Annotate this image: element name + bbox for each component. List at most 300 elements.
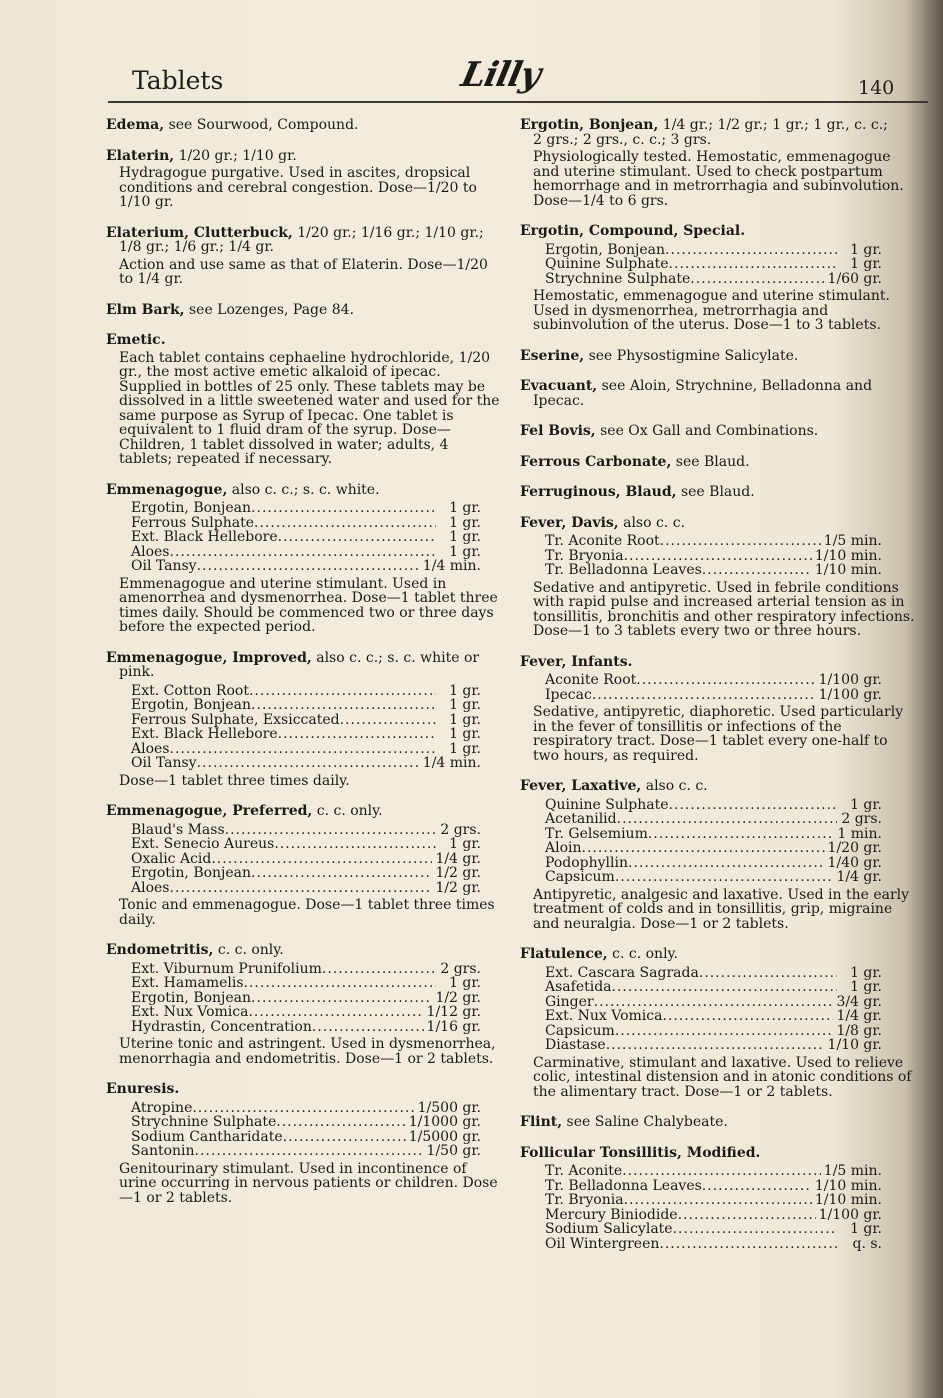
catalog-entry <box>106 303 506 318</box>
ingredient-name: Oxalic Acid <box>131 850 212 867</box>
entry-term: Elm Bark, <box>106 301 185 318</box>
ingredient-amount: 1/4 min. <box>422 755 481 771</box>
entry-variants-cont: 1/8 gr.; 1/6 gr.; 1/4 gr. <box>119 239 274 255</box>
entry-term: Enuresis. <box>106 1081 180 1097</box>
ingredient-list <box>520 534 915 578</box>
ingredient-list <box>520 798 915 885</box>
ingredient-row <box>106 1101 481 1116</box>
ingredient-name: Aloin <box>545 840 582 856</box>
ingredient-name: Oil Wintergreen <box>545 1235 660 1252</box>
entry-description: Sedative, antipyretic, diaphoretic. Used particularly in the fever of tonsillitis or infections of the respiratory tract. Dose—1 tablet every one-half to two hours, as required. <box>533 704 904 764</box>
ingredient-name: Ext. Cotton Root <box>131 682 249 699</box>
ingredient-row <box>106 823 481 838</box>
leader-dots <box>251 698 436 713</box>
leader-dots <box>636 673 815 688</box>
lilly-logo: Lilly <box>457 55 544 95</box>
ingredient-name: Ext. Nux Vomica <box>545 1008 663 1024</box>
entry-term: Elaterin, <box>106 147 175 164</box>
ingredient-amount: 1 gr. <box>449 682 481 699</box>
leader-dots <box>278 530 436 545</box>
entry-term: Ferrous Carbonate, <box>520 453 672 470</box>
ingredient-row <box>106 530 481 545</box>
ingredient-row <box>106 1020 481 1035</box>
ingredient-row <box>106 516 481 531</box>
entry-heading <box>106 943 506 958</box>
ingredient-name: Ergotin, Bonjean <box>131 989 252 1006</box>
catalog-entry <box>520 485 915 500</box>
ingredient-row <box>520 1009 882 1024</box>
ingredient-name: Ergotin, Bonjean <box>545 241 666 258</box>
ingredient-name: Blaud's Mass <box>131 821 225 838</box>
ingredient-row <box>520 688 882 703</box>
entry-term: Elaterium, Clutterbuck, <box>106 224 293 241</box>
leader-dots <box>248 1005 423 1020</box>
entry-description: Each tablet contains cephaeline hydrochloride, 1/20 gr., the most active emetic alkaloid of ipecac. Supplied in bottles of 25 only. These tablets may be dissolved in a little sweetened water and used for the same purpose as Syrup of Ipecac. One tablet is equivalent to 1 fluid dram of the syrup. Dose—Children, 1 tablet dissolved in water; adults, 4 tablets; repeated if necessary. <box>119 349 500 467</box>
entry-heading <box>106 118 506 133</box>
ingredient-amount: 1 gr. <box>850 964 882 981</box>
catalog-entry <box>520 379 915 408</box>
leader-dots <box>251 501 436 516</box>
entry-term: Fel Bovis, <box>520 423 596 439</box>
catalog-entry <box>520 455 915 470</box>
entry-term: Fever, Davis, <box>520 514 619 531</box>
ingredient-name: Ext. Hamamelis <box>131 975 244 991</box>
entry-heading <box>106 483 506 498</box>
entry-heading <box>520 655 915 670</box>
ingredient-name: Capsicum <box>545 869 615 885</box>
catalog-entry <box>520 118 915 208</box>
entry-description: Emmenagogue and uterine stimulant. Used in amenorrhea and dysmenorrhea. Dose—1 tablet three times daily. Should be commenced two or three days before the expected period. <box>119 575 498 635</box>
ingredient-name: Ergotin, Bonjean <box>131 500 252 516</box>
ingredient-amount: 1/12 gr. <box>426 1004 481 1020</box>
catalog-entry <box>520 224 915 333</box>
ingredient-amount: 1/10 min. <box>814 562 882 578</box>
entry-variants: 1/20 gr.; 1/16 gr.; 1/10 gr.; <box>292 224 484 241</box>
entry-heading <box>520 349 915 364</box>
ingredient-amount: 2 grs. <box>440 960 481 977</box>
ingredient-name: Quinine Sulphate <box>545 796 669 813</box>
leader-dots <box>274 837 436 852</box>
ingredient-row <box>520 841 882 856</box>
leader-dots <box>665 243 837 258</box>
ingredient-amount: 1/100 gr. <box>818 686 882 703</box>
ingredient-row <box>106 837 481 852</box>
catalog-entry <box>106 226 506 287</box>
catalog-entry <box>106 804 506 927</box>
entry-term: Ergotin, Bonjean, <box>520 117 659 133</box>
ingredient-row <box>106 1130 481 1145</box>
ingredient-amount: 1 gr. <box>850 256 882 272</box>
ingredient-name: Tr. Bryonia <box>545 547 624 564</box>
leader-dots <box>678 1208 816 1223</box>
entry-heading <box>520 947 915 962</box>
right-column <box>520 118 915 1267</box>
entry-description: Uterine tonic and astringent. Used in dysmenorrhea, menorrhagia and endometritis. Dose—1 or 2 tablets. <box>119 1036 496 1067</box>
entry-variants: c. c. only. <box>312 803 383 819</box>
entry-heading <box>520 1146 915 1161</box>
ingredient-row <box>106 684 481 699</box>
ingredient-amount: 1/10 min. <box>814 547 882 564</box>
ingredient-amount: 1 gr. <box>850 241 882 258</box>
ingredient-name: Aloes <box>131 879 170 896</box>
ingredient-row <box>520 1024 882 1039</box>
catalog-entry <box>520 424 915 439</box>
entry-variants: also c. c.; s. c. white or <box>311 649 480 666</box>
entry-term: Flatulence, <box>520 946 608 962</box>
entry-heading <box>520 224 915 239</box>
leader-dots <box>340 713 436 728</box>
ingredient-amount: 1 gr. <box>850 796 882 813</box>
ingredient-row <box>106 991 481 1006</box>
leader-dots <box>197 559 420 574</box>
ingredient-name: Podophyllin <box>545 854 629 871</box>
ingredient-amount: 1 gr. <box>449 697 481 713</box>
ingredient-name: Atropine <box>131 1099 193 1116</box>
ingredient-list <box>106 823 506 896</box>
ingredient-row <box>520 1038 882 1053</box>
ingredient-name: Hydrastin, Concentration <box>131 1018 312 1035</box>
ingredient-list <box>106 962 506 1035</box>
entry-term: Flint, <box>520 1114 563 1130</box>
ingredient-amount: 1/4 min. <box>422 558 481 574</box>
entry-term: Emetic. <box>106 332 166 348</box>
entry-term: Ferruginous, Blaud, <box>520 484 677 500</box>
ingredient-amount: q. s. <box>852 1235 882 1252</box>
entry-description: Antipyretic, analgesic and laxative. Used in the early treatment of colds and in tonsillitis, grip, migraine and neuralgia. Dose—1 or 2 tablets. <box>533 886 910 932</box>
leader-dots <box>662 1009 833 1024</box>
leader-dots <box>669 257 837 272</box>
catalog-entry <box>520 655 915 764</box>
ingredient-name: Asafetida <box>545 979 612 995</box>
leader-dots <box>322 962 436 977</box>
ingredient-name: Mercury Biniodide <box>545 1206 678 1223</box>
ingredient-amount: 1/20 gr. <box>827 840 882 856</box>
entry-heading <box>106 303 506 318</box>
ingredient-name: Strychnine Sulphate <box>545 270 691 287</box>
entry-variants: 1/4 gr.; 1/2 gr.; 1 gr.; 1 gr., c. c.; <box>658 117 888 133</box>
ingredient-row <box>520 1222 882 1237</box>
ingredient-list <box>520 673 915 702</box>
entry-heading <box>520 485 915 500</box>
entry-variants: see Sourwood, Compound. <box>164 117 359 133</box>
ingredient-name: Aconite Root <box>545 672 637 688</box>
ingredient-amount: 1/2 gr. <box>435 989 481 1006</box>
ingredient-amount: 1/4 gr. <box>836 1008 882 1024</box>
leader-dots <box>659 1237 837 1252</box>
ingredient-name: Quinine Sulphate <box>545 256 669 272</box>
ingredient-amount: 1/100 gr. <box>818 672 882 688</box>
ingredient-name: Ginger <box>545 993 594 1010</box>
leader-dots <box>594 995 834 1010</box>
entry-description: Hydragogue purgative. Used in ascites, dropsical conditions and cerebral congestion. Dose—1/20 to 1/10 gr. <box>119 165 477 210</box>
ingredient-amount: 2 grs. <box>841 811 882 827</box>
ingredient-name: Ext. Black Hellebore <box>131 529 278 545</box>
ingredient-row <box>520 1164 882 1179</box>
ingredient-amount: 1 gr. <box>449 529 481 545</box>
ingredient-amount: 1 gr. <box>449 543 481 560</box>
leader-dots <box>612 980 837 995</box>
entry-term: Eserine, <box>520 347 585 364</box>
ingredient-list <box>520 966 915 1053</box>
ingredient-name: Ext. Nux Vomica <box>131 1004 249 1020</box>
entry-term: Emmenagogue, <box>106 481 228 498</box>
ingredient-name: Sodium Cantharidate <box>131 1128 283 1145</box>
ingredient-name: Oil Tansy <box>131 558 197 574</box>
leader-dots <box>254 516 436 531</box>
ingredient-row <box>520 243 882 258</box>
ingredient-amount: 1/5 min. <box>823 533 882 549</box>
entry-variants: also c. c.; s. c. white. <box>227 481 380 498</box>
leader-dots <box>690 272 824 287</box>
ingredient-row <box>520 856 882 871</box>
entry-term: Fever, Infants. <box>520 653 633 670</box>
leader-dots <box>615 870 834 885</box>
ingredient-row <box>520 272 882 287</box>
entry-term: Ergotin, Compound, Special. <box>520 223 746 239</box>
catalog-entry <box>520 1115 915 1130</box>
ingredient-row <box>520 870 882 885</box>
ingredient-row <box>520 812 882 827</box>
ingredient-name: Ext. Viburnum Prunifolium <box>131 960 322 977</box>
entry-heading <box>106 149 506 164</box>
ingredient-row <box>520 1193 882 1208</box>
leader-dots <box>622 1164 821 1179</box>
entry-description: Hemostatic, emmenagogue and uterine stimulant. Used in dysmenorrhea, metrorrhagia and subinvolution of the uterus. Dose—1 to 3 tablets. <box>533 288 890 333</box>
leader-dots <box>673 1222 837 1237</box>
catalog-entry <box>106 1082 506 1205</box>
ingredient-row <box>106 1144 481 1159</box>
ingredient-name: Ext. Black Hellebore <box>131 726 278 742</box>
ingredient-row <box>106 742 481 757</box>
leader-dots <box>660 534 821 549</box>
leader-dots <box>225 823 436 838</box>
leader-dots <box>312 1020 424 1035</box>
entry-heading <box>520 118 915 133</box>
leader-dots <box>283 1130 406 1145</box>
catalog-entry <box>520 349 915 364</box>
ingredient-amount: 1 gr. <box>449 740 481 757</box>
catalog-entry <box>520 779 915 931</box>
ingredient-name: Tr. Bryonia <box>545 1192 624 1208</box>
entry-heading <box>520 455 915 470</box>
ingredient-name: Ipecac <box>545 686 592 703</box>
ingredient-name: Strychnine Sulphate <box>131 1114 277 1130</box>
ingredient-amount: 1 gr. <box>850 979 882 995</box>
ingredient-row <box>106 866 481 881</box>
entry-variants-cont: pink. <box>119 664 155 680</box>
ingredient-list <box>520 243 915 287</box>
entry-variants: c. c. only. <box>607 946 679 962</box>
ingredient-name: Ext. Cascara Sagrada <box>545 964 699 981</box>
ingredient-list <box>106 501 506 574</box>
ingredient-name: Oil Tansy <box>131 755 197 771</box>
ingredient-amount: 1/40 gr. <box>827 854 882 871</box>
ingredient-list <box>106 684 506 771</box>
ingredient-row <box>520 1179 882 1194</box>
ingredient-amount: 1/60 gr. <box>827 270 882 287</box>
entry-heading <box>106 1082 506 1097</box>
left-column <box>106 118 506 1221</box>
leader-dots <box>251 866 432 881</box>
ingredient-row <box>106 1115 481 1130</box>
ingredient-name: Acetanilid <box>545 811 617 827</box>
entry-description: Physiologically tested. Hemostatic, emmenagogue and uterine stimulant. Used to check postpartum hemorrhage and in metrorrhagia and subinvolution. Dose—1/4 to 6 grs. <box>533 149 904 209</box>
entry-variants: also c. c. <box>618 514 686 531</box>
ingredient-row <box>520 534 882 549</box>
ingredient-amount: 1/10 min. <box>814 1177 882 1194</box>
ingredient-row <box>106 1005 481 1020</box>
ingredient-amount: 1 min. <box>837 825 882 842</box>
ingredient-row <box>106 698 481 713</box>
catalog-entry <box>106 483 506 635</box>
ingredient-amount: 1 gr. <box>449 836 481 852</box>
entry-heading <box>106 651 506 666</box>
ingredient-row <box>106 852 481 867</box>
entry-description: Genitourinary stimulant. Used in incontinence of urine occurring in nervous patients or children. Dose—1 or 2 tablets. <box>119 1160 498 1206</box>
leader-dots <box>251 991 432 1006</box>
entry-variants: also c. c. <box>641 778 708 794</box>
ingredient-amount: 1 gr. <box>449 500 481 516</box>
catalog-entry <box>106 943 506 1066</box>
entry-heading <box>106 333 506 348</box>
ingredient-list <box>520 1164 915 1251</box>
ingredient-amount: 1 gr. <box>449 514 481 531</box>
ingredient-name: Tr. Belladonna Leaves <box>545 562 702 578</box>
entry-term: Endometritis, <box>106 942 214 958</box>
ingredient-amount: 1/5000 gr. <box>408 1128 481 1145</box>
ingredient-row <box>520 563 882 578</box>
ingredient-row <box>106 756 481 771</box>
leader-dots <box>606 1038 825 1053</box>
ingredient-amount: 3/4 gr. <box>836 993 882 1010</box>
leader-dots <box>192 1101 414 1116</box>
header-rule <box>108 101 928 103</box>
ingredient-row <box>520 798 882 813</box>
entry-heading <box>106 804 506 819</box>
ingredient-row <box>106 713 481 728</box>
leader-dots <box>582 841 825 856</box>
entry-description: Tonic and emmenagogue. Dose—1 tablet three times daily. <box>119 897 495 928</box>
ingredient-amount: 1/2 gr. <box>435 879 481 896</box>
ingredient-name: Santonin <box>131 1143 195 1159</box>
entry-heading <box>520 779 915 794</box>
leader-dots <box>702 563 812 578</box>
ingredient-name: Sodium Salicylate <box>545 1221 673 1237</box>
catalog-entry <box>106 651 506 789</box>
entry-variants: 1/20 gr.; 1/10 gr. <box>174 147 297 164</box>
entry-heading <box>520 379 915 394</box>
ingredient-amount: 1/1000 gr. <box>408 1114 481 1130</box>
entry-heading <box>520 424 915 439</box>
ingredient-amount: 1/10 gr. <box>827 1037 882 1053</box>
catalog-entry <box>520 947 915 1099</box>
ingredient-row <box>520 549 882 564</box>
ingredient-amount: 1 gr. <box>850 1221 882 1237</box>
leader-dots <box>249 684 436 699</box>
entry-variants: see Blaud. <box>676 484 755 500</box>
ingredient-name: Ergotin, Bonjean <box>131 865 252 881</box>
entry-variants-cont: Ipecac. <box>533 392 585 409</box>
entry-variants: c. c. only. <box>213 942 284 958</box>
ingredient-amount: 2 grs. <box>440 821 481 838</box>
leader-dots <box>211 852 432 867</box>
ingredient-row <box>520 995 882 1010</box>
leader-dots <box>624 549 812 564</box>
leader-dots <box>624 1193 812 1208</box>
entry-term: Edema, <box>106 117 165 133</box>
ingredient-name: Aloes <box>131 740 170 757</box>
entry-heading <box>520 516 915 531</box>
ingredient-name: Tr. Aconite Root <box>545 533 660 549</box>
leader-dots <box>702 1179 812 1194</box>
entry-term: Fever, Laxative, <box>520 778 642 794</box>
leader-dots <box>628 856 825 871</box>
ingredient-name: Capsicum <box>545 1022 615 1039</box>
leader-dots <box>197 756 420 771</box>
ingredient-name: Tr. Aconite <box>545 1163 623 1179</box>
ingredient-name: Ferrous Sulphate, Exsiccated <box>131 711 340 728</box>
ingredient-row <box>520 827 882 842</box>
leader-dots <box>669 798 837 813</box>
leader-dots <box>615 1024 834 1039</box>
ingredient-amount: 1 gr. <box>449 726 481 742</box>
leader-dots <box>276 1115 405 1130</box>
ingredient-name: Aloes <box>131 543 170 560</box>
ingredient-name: Diastase <box>545 1037 606 1053</box>
entry-heading <box>106 226 506 241</box>
ingredient-amount: 1/10 min. <box>814 1192 882 1208</box>
entry-description: Carminative, stimulant and laxative. Used to relieve colic, intestinal distension and in atonic conditions of the alimentary tract. Dose—1 or 2 tablets. <box>533 1054 912 1100</box>
page-title: Tablets <box>132 66 224 95</box>
ingredient-row <box>520 673 882 688</box>
entry-variants-cont: 2 grs.; 2 grs., c. c.; 3 grs. <box>533 131 712 148</box>
entry-variants: see Lozenges, Page 84. <box>184 301 355 318</box>
entry-description: Sedative and antipyretic. Used in febrile conditions with rapid pulse and increased arterial tension as in tonsillitis, bronchitis and other respiratory infections. Dose—1 to 3 tablets every two or three hours. <box>533 579 915 639</box>
catalog-entry <box>520 1146 915 1252</box>
leader-dots <box>648 827 835 842</box>
ingredient-name: Ferrous Sulphate <box>131 514 255 531</box>
page-number: 140 <box>858 77 895 99</box>
leader-dots <box>617 812 837 827</box>
leader-dots <box>278 727 436 742</box>
leader-dots <box>170 545 437 560</box>
ingredient-row <box>520 980 882 995</box>
ingredient-row <box>106 501 481 516</box>
ingredient-amount: 1/4 gr. <box>435 850 481 867</box>
ingredient-row <box>520 257 882 272</box>
entry-term: Follicular Tonsillitis, Modified. <box>520 1144 761 1161</box>
leader-dots <box>592 688 816 703</box>
ingredient-name: Tr. Belladonna Leaves <box>545 1177 702 1194</box>
leader-dots <box>699 966 837 981</box>
ingredient-amount: 1/2 gr. <box>435 865 481 881</box>
entry-description: Dose—1 tablet three times daily. <box>119 772 350 789</box>
entry-heading <box>520 1115 915 1130</box>
entry-variants: see Saline Chalybeate. <box>562 1114 728 1130</box>
ingredient-amount: 1/5 min. <box>823 1163 882 1179</box>
entry-variants: see Blaud. <box>671 453 750 470</box>
entry-term: Evacuant, <box>520 378 598 394</box>
ingredient-list <box>106 1101 506 1159</box>
ingredient-name: Ext. Senecio Aureus <box>131 836 275 852</box>
ingredient-amount: 1/8 gr. <box>836 1022 882 1039</box>
ingredient-row <box>520 966 882 981</box>
ingredient-name: Tr. Gelsemium <box>545 825 648 842</box>
leader-dots <box>244 976 436 991</box>
ingredient-row <box>106 962 481 977</box>
entry-variants: see Ox Gall and Combinations. <box>595 423 819 439</box>
ingredient-row <box>106 727 481 742</box>
